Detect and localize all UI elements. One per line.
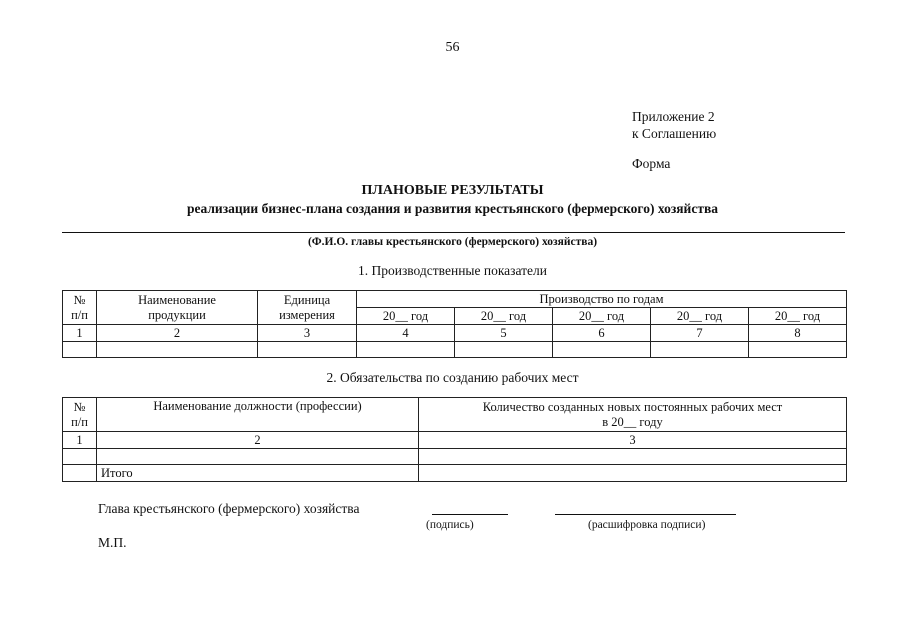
header-unit xyxy=(258,291,357,325)
header-year-1: 20__ год xyxy=(357,308,455,325)
empty-cell[interactable] xyxy=(419,449,847,465)
empty-cell[interactable] xyxy=(419,465,847,482)
jobs-table xyxy=(62,397,847,482)
signature-line[interactable] xyxy=(432,514,508,515)
empty-cell[interactable] xyxy=(63,465,97,482)
empty-cell[interactable] xyxy=(63,342,97,358)
col-number-2: 2 xyxy=(97,432,419,449)
empty-cell[interactable] xyxy=(749,342,847,358)
stamp-place: М.П. xyxy=(98,535,127,550)
section1-heading: 1. Производственные показатели xyxy=(357,263,548,278)
empty-cell[interactable] xyxy=(258,342,357,358)
col-number-6: 6 xyxy=(553,325,651,342)
header-jobs-count-line1: Количество созданных новых постоянных рабочих мест xyxy=(482,399,783,414)
header-year-4: 20__ год xyxy=(651,308,749,325)
header-num-line2: п/п xyxy=(71,307,88,322)
header-year-5: 20__ год xyxy=(749,308,847,325)
col-number-2: 2 xyxy=(97,325,258,342)
header-position: Наименование должности (профессии) xyxy=(97,398,419,432)
table-row-empty xyxy=(63,449,847,465)
header-product-name-line1: Наименование xyxy=(138,292,216,307)
section2-heading: 2. Обязательства по созданию рабочих мест xyxy=(326,370,579,385)
appendix-line-1: Приложение 2 xyxy=(632,109,715,124)
signature-label: Глава крестьянского (фермерского) хозяйства xyxy=(98,501,360,516)
signature-decode-caption: (расшифровка подписи) xyxy=(588,519,706,531)
col-number-4: 4 xyxy=(357,325,455,342)
col-number-1: 1 xyxy=(63,325,97,342)
header-product-name-line2: продукции xyxy=(148,307,206,322)
col-number-3: 3 xyxy=(258,325,357,342)
empty-cell[interactable] xyxy=(651,342,749,358)
col-number-8: 8 xyxy=(749,325,847,342)
col-number-7: 7 xyxy=(651,325,749,342)
header-year-2: 20__ год xyxy=(455,308,553,325)
header-unit-line2: измерения xyxy=(279,307,335,322)
table-header-row xyxy=(63,291,847,308)
empty-cell[interactable] xyxy=(97,342,258,358)
fio-line xyxy=(62,232,845,233)
column-number-row xyxy=(63,432,847,449)
production-table xyxy=(62,290,847,358)
header-jobs-count xyxy=(419,398,847,432)
appendix-line-2: к Соглашению xyxy=(632,126,717,141)
form-label: Форма xyxy=(632,156,671,171)
table-row-empty xyxy=(63,342,847,358)
header-num-line1: № xyxy=(73,399,86,414)
empty-cell[interactable] xyxy=(455,342,553,358)
col-number-5: 5 xyxy=(455,325,553,342)
empty-cell[interactable] xyxy=(63,449,97,465)
col-number-1: 1 xyxy=(63,432,97,449)
empty-cell[interactable] xyxy=(97,449,419,465)
fio-caption: (Ф.И.О. главы крестьянского (фермерского) хозяйства) xyxy=(307,236,598,248)
document-subtitle: реализации бизнес-плана создания и развития крестьянского (фермерского) хозяйства xyxy=(186,201,718,216)
header-num-line1: № xyxy=(73,292,86,307)
empty-cell[interactable] xyxy=(357,342,455,358)
empty-cell[interactable] xyxy=(553,342,651,358)
table-header-row xyxy=(63,398,847,432)
signature-decode-line[interactable] xyxy=(555,514,736,515)
header-production-by-year: Производство по годам xyxy=(357,291,847,308)
header-num xyxy=(63,291,97,325)
header-unit-line1: Единица xyxy=(283,292,331,307)
column-number-row xyxy=(63,325,847,342)
header-num-line2: п/п xyxy=(71,414,88,429)
header-product-name xyxy=(97,291,258,325)
header-num xyxy=(63,398,97,432)
page-number: 56 xyxy=(445,40,460,55)
document-title: ПЛАНОВЫЕ РЕЗУЛЬТАТЫ xyxy=(361,183,544,198)
total-row xyxy=(63,465,847,482)
total-label: Итого xyxy=(97,465,419,482)
header-jobs-count-line2: в 20__ году xyxy=(602,414,663,429)
signature-caption: (подпись) xyxy=(426,519,474,531)
header-year-3: 20__ год xyxy=(553,308,651,325)
col-number-3: 3 xyxy=(419,432,847,449)
